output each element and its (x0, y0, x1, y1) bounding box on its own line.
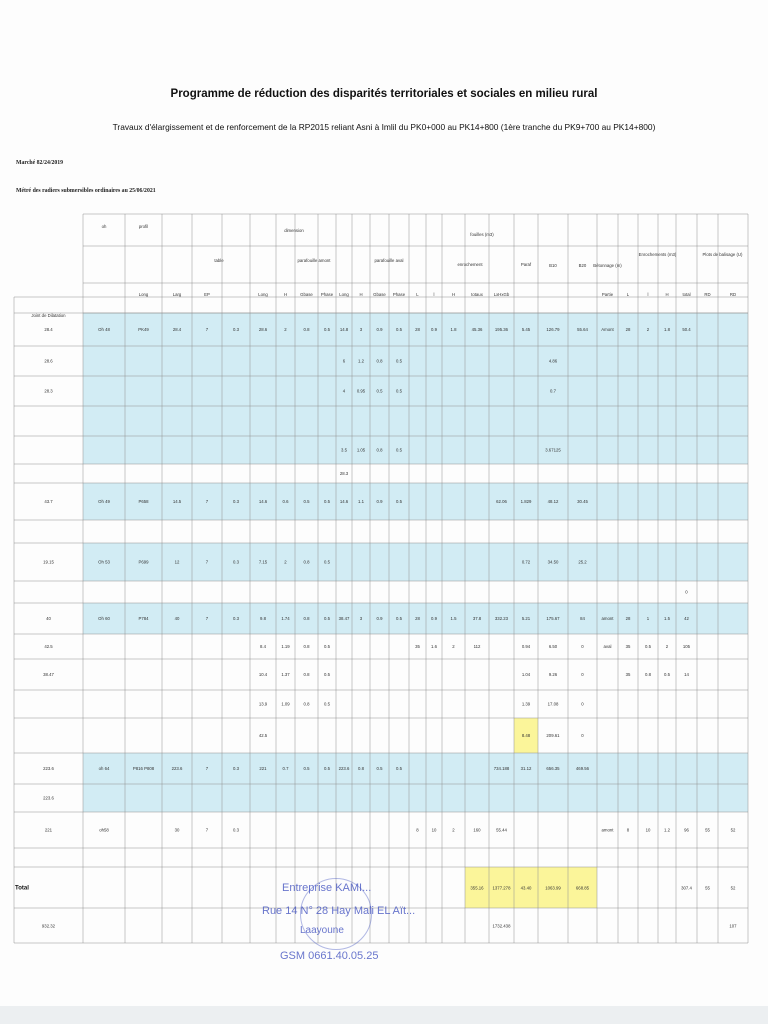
table-cell: 0 (581, 701, 584, 707)
table-cell: 14.8 (339, 327, 349, 332)
header-parafouille-aval: parafouille aval (374, 258, 404, 263)
table-cell: 0.5 (376, 388, 383, 394)
table-cell: 0.5 (324, 701, 330, 707)
table-cell: 0.5 (376, 766, 383, 771)
table-cell: 52 (730, 827, 736, 833)
table-cell: 4.86 (548, 358, 558, 364)
table-cell: 5.45 (521, 327, 531, 332)
table-cell: 48.12 (547, 499, 559, 504)
table-cell: 10.4 (258, 672, 268, 677)
table-cell: 0 (581, 672, 584, 677)
header-l22: RD (704, 292, 711, 297)
table-cell: 3.5 (341, 447, 347, 453)
table-cell: 105 (682, 644, 691, 649)
table-cell: 14.6 (339, 499, 349, 504)
table-cell: 0.9 (376, 327, 383, 332)
table-cell: 734.188 (493, 766, 510, 771)
table-cell: 6 (342, 358, 346, 364)
total-cell: 1377.278 (492, 885, 511, 891)
table-cell: 1.829 (520, 499, 532, 504)
table-cell: 35 (625, 644, 631, 649)
header-l9: H (359, 292, 363, 297)
table-cell: 4 (342, 388, 346, 394)
row-highlight (83, 543, 748, 581)
table-cell: 0.8 (303, 644, 310, 649)
header-l6: Gbase (300, 292, 313, 297)
table-cell: 38.47 (43, 672, 54, 677)
document-subtitle: Travaux d'élargissement et de renforcement de la RP2015 reliant Asni à Imlil du PK0+000 au PK14+800 (1ère tranche du PK9+700 au PK14+800) (112, 122, 656, 132)
header-l18: L (626, 292, 630, 297)
table-cell: 50.4 (682, 327, 691, 332)
table-cell: 1.74 (281, 616, 290, 621)
table-cell: 195.36 (494, 327, 509, 332)
table-cell: oh58 (99, 827, 109, 833)
table-cell: 28 (415, 616, 420, 621)
total-label: Total (15, 885, 29, 892)
table-cell: Oh 53 (98, 559, 110, 565)
table-cell: 1.8 (450, 327, 457, 332)
header-l19: l (647, 292, 649, 297)
table-cell: 55 (705, 827, 710, 833)
table-cell: 0.5 (396, 388, 402, 394)
table-cell: 13.9 (258, 701, 268, 707)
header-tablier: table (214, 258, 224, 263)
table-cell: 0.5 (303, 766, 310, 771)
table-cell: 42 (684, 616, 689, 621)
table-cell: 14.6 (258, 499, 268, 504)
row-highlight (83, 436, 748, 464)
table-cell: 10 (645, 827, 651, 833)
table-cell: 1.05 (356, 447, 366, 453)
total-sub-cell: 932.32 (41, 923, 56, 929)
table-cell: 0.8 (303, 327, 310, 332)
table-cell: 112 (473, 644, 481, 649)
table-cell: 0.5 (324, 499, 330, 504)
row-highlight (83, 406, 748, 436)
table-cell: 96 (684, 827, 689, 833)
table-cell: 7 (205, 499, 209, 504)
table-cell: 0.72 (521, 559, 531, 565)
total-cell: 55 (705, 885, 710, 891)
stamp-line-4: GSM 0661.40.05.25 (280, 950, 379, 962)
row-highlight (83, 483, 748, 520)
table-cell: amont (601, 616, 614, 621)
table-cell: 1.6 (431, 644, 437, 649)
header-l21: total (682, 292, 691, 297)
table-cell: Amont (601, 327, 614, 332)
table-cell: 2 (452, 644, 455, 649)
table-cell: 28 (625, 616, 631, 621)
table-cell: 28.3 (44, 388, 53, 394)
table-cell: 38.47 (338, 616, 350, 621)
table-cell: 84 (580, 616, 585, 621)
table-cell: oh 64 (98, 766, 110, 771)
row-highlight (83, 346, 748, 376)
table-cell: 2 (665, 644, 669, 649)
table-cell: 0.8 (376, 447, 383, 453)
table-cell: 0.6 (282, 499, 289, 504)
table-cell: 0.8 (376, 358, 383, 364)
table-cell: 3 (359, 327, 363, 332)
table-cell: 7.15 (258, 559, 268, 565)
table-cell: 0.5 (324, 327, 330, 332)
table-cell: 1.39 (521, 701, 531, 707)
table-cell: 0.5 (324, 559, 330, 565)
table-cell: 0.5 (324, 766, 330, 771)
table-cell: Oh 49 (98, 499, 110, 504)
table-cell: 0 (685, 589, 688, 595)
table-cell: 42.5 (44, 644, 53, 649)
table-cell: 28.6 (258, 327, 268, 332)
table-cell: 1 (646, 616, 650, 621)
total-sub-cell: 107 (729, 923, 737, 929)
header-oh: oh (101, 224, 107, 229)
total-cell: 355.16 (470, 885, 484, 891)
table-cell: 1.5 (664, 616, 670, 621)
table-cell: 223.6 (171, 766, 183, 771)
table-cell: 0.5 (664, 672, 670, 677)
stamp-line-1: Entreprise KAMI... (282, 882, 372, 894)
header-parafouille-amont: parafouille amont (297, 258, 331, 263)
row-highlight (83, 784, 748, 812)
row-highlight (83, 753, 748, 784)
table-cell: PK49 (138, 327, 149, 332)
table-cell: 28 (625, 327, 631, 332)
table-cell: 0.5 (645, 644, 651, 649)
table-cell: 1.5 (450, 616, 457, 621)
total-cell: 52 (730, 885, 736, 891)
header-l14: H (451, 292, 456, 297)
table-cell: 7 (205, 827, 209, 833)
table-cell: 332.23 (494, 616, 509, 621)
table-cell: 0.8 (358, 766, 364, 771)
table-cell: 1.04 (521, 672, 531, 677)
header-dimension: dimension (284, 228, 304, 233)
row-highlight (83, 376, 748, 406)
table-cell: 6.50 (548, 644, 558, 649)
table-cell: 223.6 (43, 766, 54, 771)
table-cell: 19.15 (43, 559, 54, 565)
table-cell: 0.9 (431, 616, 437, 621)
header-l1: Long (138, 292, 149, 297)
table-cell: 1.2 (664, 827, 670, 833)
table-cell: 42.5 (258, 733, 268, 738)
total-cell: 1063.99 (545, 885, 561, 891)
table-cell: 1.1 (358, 499, 364, 504)
table-cell: 43.7 (44, 499, 53, 504)
table-cell: 0.5 (396, 616, 402, 621)
table-cell: 7 (205, 327, 209, 332)
table-cell: 223.6 (43, 795, 54, 801)
header-l23: RD (729, 292, 737, 297)
table-cell: 45.36 (471, 327, 483, 332)
table-cell: 0.8 (303, 616, 310, 621)
table-cell: Oh 60 (98, 616, 110, 621)
document-title: Programme de réduction des disparités territoriales et sociales en milieu rural (170, 88, 598, 100)
stamp-line-3: Laayoune (300, 925, 344, 936)
table-cell: 28.4 (172, 327, 182, 332)
table-cell: 0.95 (356, 388, 366, 394)
header-enrochements: Enrochements (m3) (638, 252, 677, 257)
table-cell: 40 (174, 616, 180, 621)
table-cell: 0.3 (233, 559, 239, 565)
table-cell: 0.9 (376, 499, 383, 504)
header-l5: H (283, 292, 288, 297)
table-cell: 0.3 (233, 827, 239, 833)
table-cell: 8 (626, 827, 630, 833)
metre-title: Métré des radiers submersibles ordinaires au 25/06/2021 (16, 188, 156, 194)
table-cell: 14.5 (172, 499, 182, 504)
table-cell: 28.4 (44, 327, 53, 332)
table-cell: 9.26 (548, 672, 558, 677)
table-cell: 0.94 (521, 644, 531, 649)
table-cell: 0.7 (282, 766, 289, 771)
table-cell: 0.8 (303, 701, 310, 707)
table-cell: 0.5 (396, 447, 402, 453)
table-cell: 469.56 (575, 766, 590, 771)
table-cell: aval (603, 644, 612, 649)
header-profil: profil (138, 224, 149, 229)
table-cell: 35 (625, 672, 631, 677)
table-cell: 0.5 (396, 499, 402, 504)
table-cell: 2 (452, 827, 455, 833)
table-cell: 0.3 (233, 766, 239, 771)
header-fouilles: fouilles (m3) (470, 232, 494, 237)
header-l2: Larg (172, 292, 182, 297)
table-cell: 0.3 (233, 616, 239, 621)
table-cell: P658 (138, 499, 149, 504)
table-cell: 37.8 (472, 616, 482, 621)
header-enrochement: enrochement (457, 262, 483, 267)
header-joint-dilatation: Joint de Dilatation (31, 313, 66, 318)
table-cell: 34.50 (547, 559, 559, 565)
header-parafouille: Paraf (520, 262, 532, 267)
table-cell: 30.45 (577, 499, 588, 504)
table-cell: 8 (416, 827, 419, 833)
table-cell: 0.5 (324, 644, 330, 649)
table-cell: 0 (581, 733, 584, 738)
table-cell: 0.9 (376, 616, 383, 621)
header-l11: Phase (392, 292, 406, 297)
table-cell: 0.3 (233, 499, 239, 504)
table-cell: 0.8 (303, 672, 310, 677)
header-l8: Long (339, 292, 349, 297)
total-cell: 668.85 (575, 885, 590, 891)
header-l16: LxHxGb (493, 292, 510, 297)
table-cell: 28.3 (339, 471, 349, 476)
header-l3: EP (204, 292, 210, 297)
table-cell: amont (601, 827, 614, 833)
table-cell: 221 (259, 766, 267, 771)
table-cell: 5.21 (521, 616, 531, 621)
table-cell: 30 (174, 827, 180, 833)
header-plots: Plots de balisage (U) (702, 252, 743, 257)
table-cell: 9.8 (260, 616, 266, 621)
table-cell: 1.8 (664, 327, 670, 332)
table-cell: 126.79 (546, 327, 560, 332)
header-l7: Phase (320, 292, 334, 297)
stamp-line-2: Rue 14 N° 28 Hay Mali EL Aït... (262, 905, 416, 917)
table-cell: 0.5 (324, 672, 330, 677)
table-cell: 0.5 (396, 327, 402, 332)
header-beton: Bétonnage (m) (593, 263, 622, 268)
table-cell: 656.35 (546, 766, 560, 771)
table-cell: 55.64 (577, 327, 588, 332)
table-cell: 25.2 (578, 559, 587, 565)
table-cell: 2 (646, 327, 650, 332)
table-cell: 55.44 (496, 827, 507, 833)
table-cell: 0.5 (396, 358, 402, 364)
table-cell: P816 P808 (132, 766, 155, 771)
table-cell: P699 (138, 559, 149, 565)
table-cell: 0.8 (645, 672, 651, 677)
table-cell: 1.37 (281, 672, 290, 677)
table-cell: 1.09 (281, 701, 290, 707)
table-cell: 175.67 (546, 616, 560, 621)
table-cell: 0.7 (550, 388, 556, 394)
table-cell: 31.12 (520, 766, 532, 771)
table-cell: 7 (205, 559, 209, 565)
table-cell: 14 (684, 672, 689, 677)
header-b20: B20 (578, 263, 587, 268)
table-cell: 35 (415, 644, 420, 649)
table-cell: 223.6 (338, 766, 350, 771)
table-cell: 160 (473, 827, 481, 833)
table-cell: 7 (205, 766, 209, 771)
table-cell: 209.61 (546, 733, 560, 738)
table-cell: 3.67125 (545, 447, 561, 453)
table-cell: 8.48 (521, 733, 531, 738)
table-cell: 7 (205, 616, 209, 621)
table-cell: 0.5 (324, 616, 330, 621)
header-l10: Gbase (373, 292, 386, 297)
table-cell: 0.8 (303, 559, 310, 565)
table-cell: 0 (581, 644, 584, 649)
marche-number: Marché 82/24/2019 (16, 160, 64, 166)
table-cell: 28.6 (44, 358, 53, 364)
table-cell: 10 (431, 827, 437, 833)
header-l13: l (433, 292, 435, 297)
header-l15: totaux (471, 292, 483, 297)
total-cell: 307.4 (681, 885, 692, 891)
table-cell: 0.9 (431, 327, 437, 332)
table-cell: 0.5 (303, 499, 310, 504)
table-cell: 17.08 (547, 701, 559, 707)
header-b10: B10 (549, 263, 557, 268)
table-cell: 12 (174, 559, 180, 565)
table-cell: 0.5 (396, 766, 402, 771)
table-cell: 28 (415, 327, 420, 332)
table-cell: 40 (46, 616, 51, 621)
table-cell: 221 (44, 827, 53, 833)
table-cell: P784 (138, 616, 149, 621)
table-cell: 2 (284, 327, 287, 332)
table-cell: Oh 48 (98, 327, 110, 332)
table-cell: 1.19 (281, 644, 290, 649)
table-cell: 3 (359, 616, 363, 621)
total-cell: 43.40 (520, 885, 532, 891)
table-cell: 0.3 (233, 327, 239, 332)
total-sub-cell: 1732.438 (492, 923, 511, 929)
header-l12: L (416, 292, 419, 297)
header-l17: Partie (601, 292, 614, 297)
table-cell: 8.4 (260, 644, 266, 649)
table-cell: 1.2 (358, 358, 364, 364)
table-cell: 62.06 (496, 499, 507, 504)
header-l20: H (665, 292, 669, 297)
header-l4: Long (258, 292, 268, 297)
table-cell: 2 (284, 559, 287, 565)
